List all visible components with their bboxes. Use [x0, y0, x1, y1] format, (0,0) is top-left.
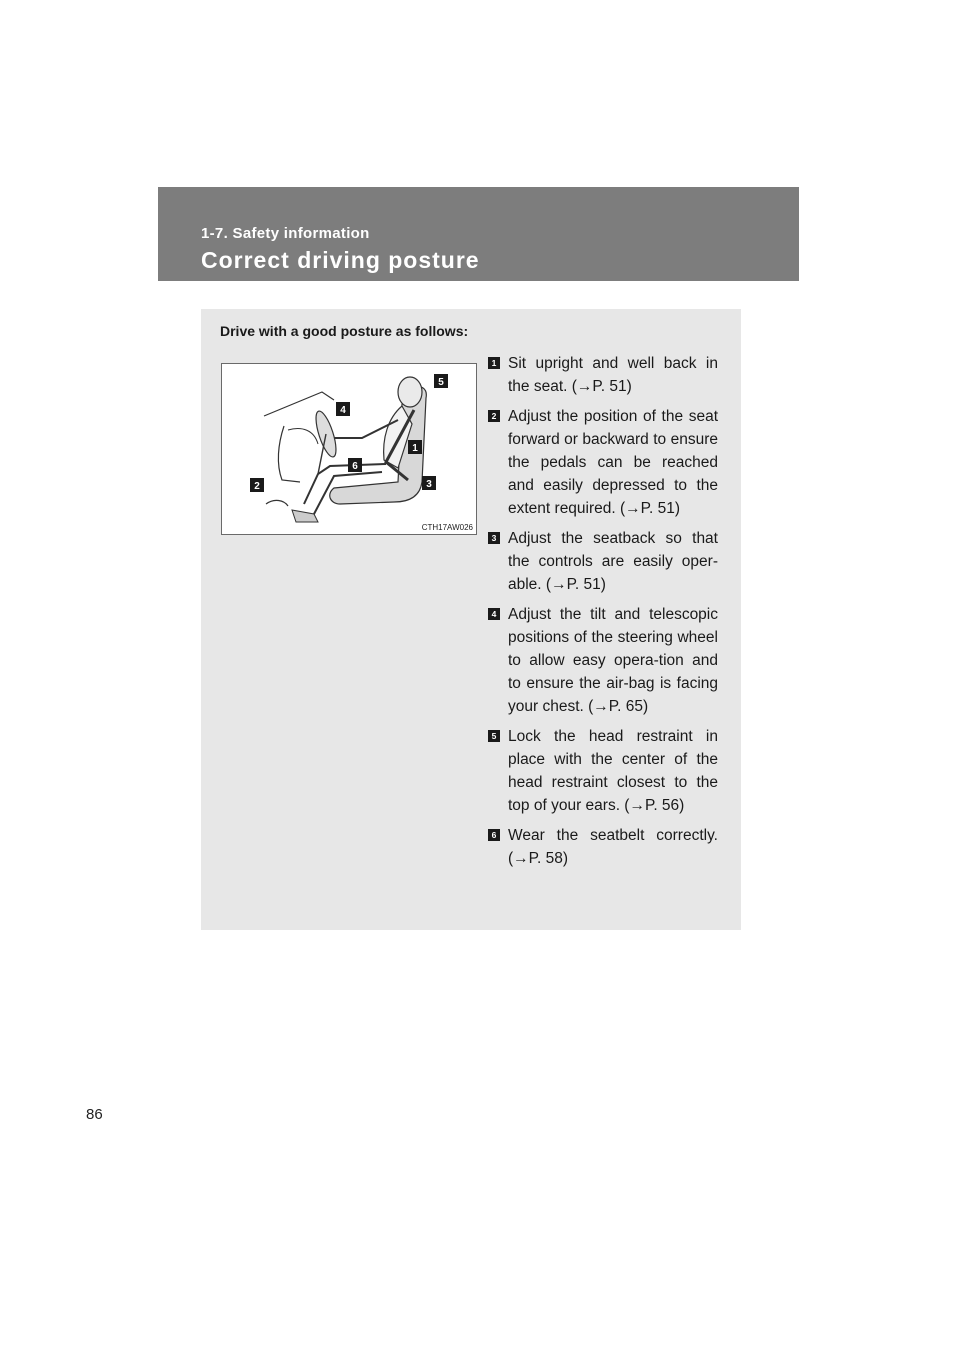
step-text: Adjust the tilt and telescopic positions of the steering wheel to allow easy opera-tion and to ensure the air-bag is facing your chest. (→P. 65): [508, 606, 718, 715]
step-marker-6: 6: [488, 829, 500, 841]
svg-text:5: 5: [438, 377, 444, 388]
step-marker-1: 1: [488, 357, 500, 369]
svg-text:2: 2: [254, 481, 260, 492]
page-title: Correct driving posture: [201, 247, 480, 273]
step-item: [488, 824, 718, 870]
content-box: [201, 309, 741, 930]
callout-4: [336, 402, 350, 416]
posture-steps-list: [488, 352, 718, 877]
step-text: Adjust the seatback so that the controls are easily oper-able. (→P. 51): [508, 530, 718, 593]
svg-text:1: 1: [412, 443, 418, 454]
driving-posture-illustration: [221, 363, 477, 535]
svg-text:3: 3: [426, 479, 432, 490]
step-item: [488, 527, 718, 596]
figure-code: CTH17AW026: [421, 523, 473, 532]
step-text: Wear the seatbelt correctly. (→P. 58): [508, 827, 718, 867]
callout-5: [434, 374, 448, 388]
step-item: [488, 725, 718, 817]
page-number: 86: [86, 1106, 103, 1123]
step-marker-3: 3: [488, 532, 500, 544]
callout-1: [408, 440, 422, 454]
step-marker-4: 4: [488, 608, 500, 620]
step-text: Adjust the position of the seat forward or backward to ensure the pedals can be reached and easily depressed to the extent required. (→P. 51): [508, 408, 718, 517]
driver-seat-drawing: [222, 364, 476, 534]
intro-text: Drive with a good posture as follows:: [220, 323, 469, 339]
step-item: [488, 603, 718, 718]
callout-6: [348, 458, 362, 472]
step-text: Lock the head restraint in place with the center of the head restraint closest to the top of your ears. (→P. 56): [508, 728, 718, 814]
callout-2: [250, 478, 264, 492]
chapter-header: [158, 187, 799, 281]
step-marker-5: 5: [488, 730, 500, 742]
section-label: 1-7. Safety information: [201, 225, 370, 242]
step-item: [488, 352, 718, 398]
svg-text:4: 4: [340, 405, 346, 416]
callout-3: [422, 476, 436, 490]
step-item: [488, 405, 718, 520]
step-marker-2: 2: [488, 410, 500, 422]
step-text: Sit upright and well back in the seat. (→P. 51): [508, 355, 718, 395]
svg-text:6: 6: [352, 461, 358, 472]
